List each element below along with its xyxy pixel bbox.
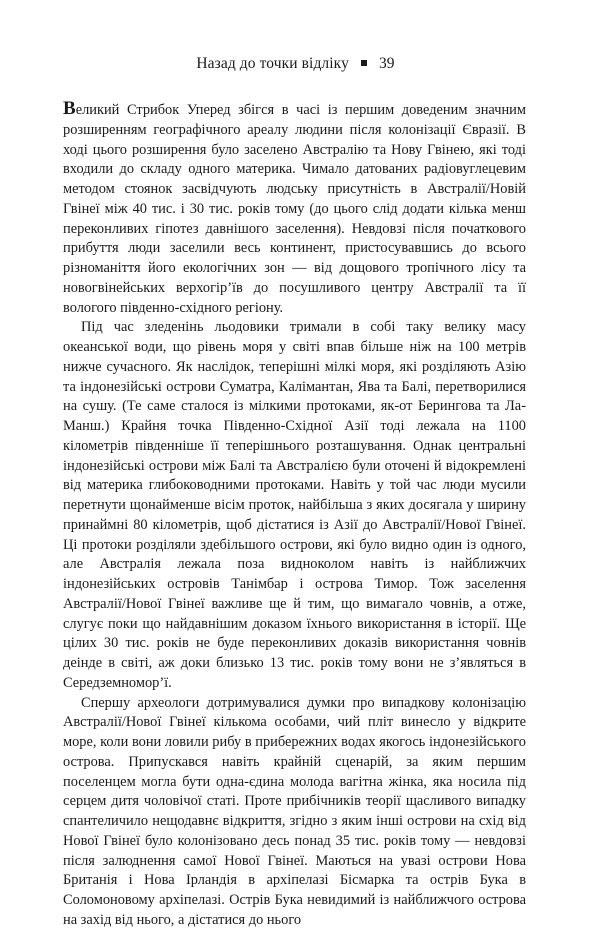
square-bullet-icon	[361, 60, 367, 66]
running-head-title: Назад до точки відліку	[196, 55, 349, 72]
body-text	[63, 99, 526, 931]
running-head	[0, 55, 591, 73]
paragraph-1-text: еликий Стрибок Уперед збігся в часі із першим доведеним значним розширенням географічного ареалу людини після колонізації Євразії. В ході цього розширення було заселено Австралію та Нову Гвінею, які тоді входили до складу одного материка. Чимало датованих радіовуглецевим методом стоянок засвідчують людську присутність в Австралії/Новій Гвінеї між 40 тис. і 30 тис. років тому (до цього слід додати кілька менш переконливих гіпотез давнішого заселення). Невдовзі після початкового прибуття люди заселили весь континент, пристосувавшись до всього різноманіття його екологічних зон — від дощового тропічного лісу та новогвінейських верхогір’їв до посушливого центру Австралії та її вологого південно-східного регіону.	[63, 102, 526, 316]
paragraph-2: Під час зледенінь льодовики тримали в собі таку велику масу океанської води, що рівень моря у світі впав більше ніж на 100 метрів нижче сучасного. Як наслідок, теперішні мілкі моря, які розділяють Азію та індонезійські острови Суматра, Калімантан, Ява та Балі, перетворилися на сушу. (Те саме сталося із мілкими протоками, як-от Берингова та Ла-Манш.) Крайня точка Південно-Східної Азії тоді лежала на 1100 кілометрів південніше її теперішнього розташування. Однак центральні індонезійські острови між Балі та Австралією були оточені й відокремлені від материка глибоководними протоками. Навіть у той час люди мусили перетнути щонайменше вісім проток, найбільша з яких досягала у ширину принаймні 80 кілометрів, щоб дістатися із Азії до Австралії/Нової Гвінеї. Ці протоки розділяли здебільшого острови, які було видно один із одного, але Австралія лежала поза видноколом навіть із найближчих індонезійських островів Танімбар і острова Тимор. Тож заселення Австралії/Нової Гвінеї важливе ще й тим, що вимагало човнів, а отже, слугує поки що найдавнішим доказом їхнього використання в історії. Ще цілих 30 тис. років не буде переконливих доказів використання човнів деінде в світі, аж доки близько 13 тис. років тому вони не з’являться в Середземномор’ї.	[63, 319, 526, 691]
paragraph-3: Спершу археологи дотримувалися думки про випадкову колонізацію Австралії/Нової Гвінеї кількома особами, чий пліт винесло у відкрите море, коли вони ловили рибу в прибережних водах якогось індонезійського острова. Припускався навіть крайній сценарій, за яким першим поселенцем могла бути одна-єдина молода вагітна жінка, яка носила під серцем дитя чоловічої статі. Проте прибічників теорії щасливого випадку спантеличило нещодавнє відкриття, згідно з яким інші острови на схід від Нової Гвінеї було колонізовано десь понад 35 тис. років тому — невдовзі після залюднення самої Нової Гвінеї. Маються на увазі острови Нова Британія і Нова Ірландія в архіпелазі Бісмарка та острів Бука в Соломоновому архіпелазі. Острів Бука невидимий із найближчого острова на захід від нього, а дістатися до нього	[63, 694, 526, 928]
page-number: 39	[378, 55, 395, 72]
initial-letter: В	[63, 98, 76, 119]
paragraph-1	[63, 99, 526, 318]
